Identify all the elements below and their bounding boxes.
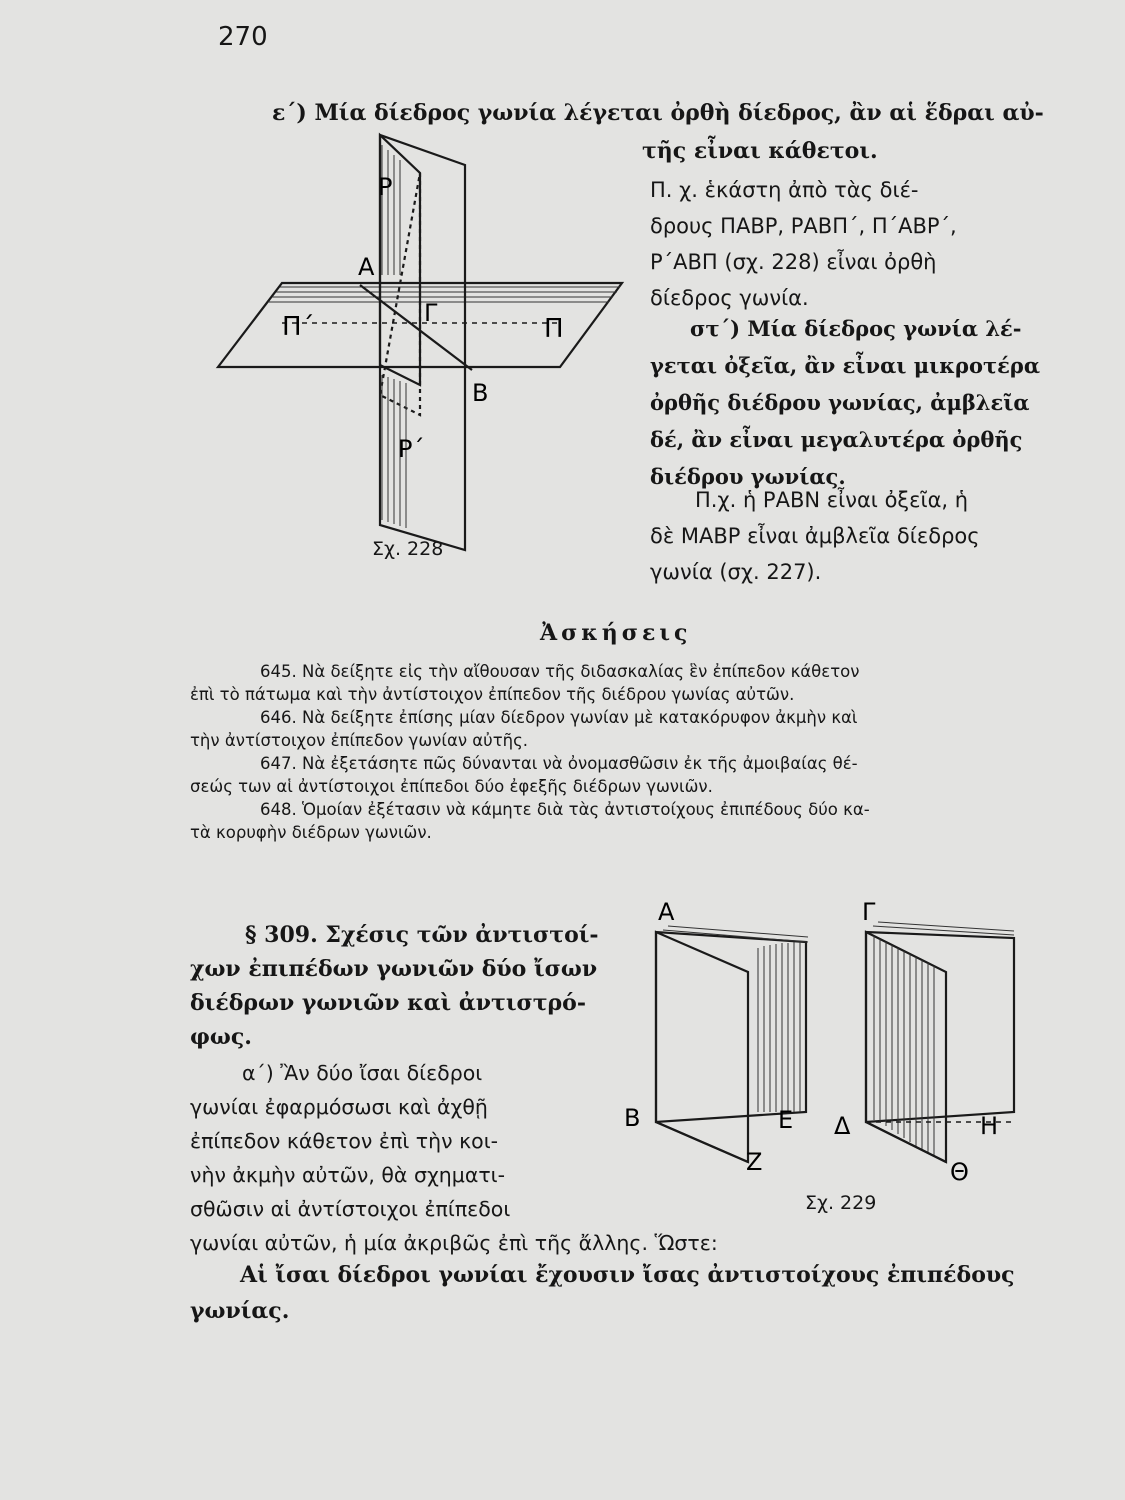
section-309-heading-line: χων ἐπιπέδων γωνιῶν δύο ἴσων — [190, 956, 598, 982]
section-309-body-line: α΄) Ἂν δύο ἴσαι δίεδροι — [242, 1061, 483, 1085]
section-309-body-line: γωνίαι ἐφαρμόσωσι καὶ ἀχθῇ — [190, 1095, 488, 1119]
example-st — [650, 482, 1060, 590]
section-309-heading-line: διέδρων γωνιῶν καὶ ἀντιστρό- — [190, 990, 586, 1016]
example-st-line: Π.χ. ἡ ΡΑΒΝ εἶναι ὀξεῖα, ἡ — [695, 488, 969, 512]
example-e-line: Ρ΄ΑΒΠ (σχ. 228) εἶναι ὀρθὴ — [650, 250, 937, 274]
definition-e-line1: ε΄) Μία δίεδρος γωνία λέγεται ὀρθὴ δίεδρος, ἂν αἱ ἕδραι αὐ- — [272, 100, 1044, 126]
definition-st-line: δέ, ἂν εἶναι μεγαλυτέρα ὀρθῆς — [650, 427, 1023, 452]
label-gamma: Γ — [424, 299, 438, 327]
page-number: 270 — [218, 22, 268, 52]
example-e — [650, 172, 1050, 316]
section-309-body-line: γωνίαι αὐτῶν, ἡ μία ἀκριβῶς ἐπὶ τῆς ἄλλης. Ὥστε: — [190, 1231, 718, 1255]
horizontal-plane-hatching — [268, 287, 620, 302]
example-st-line: δὲ ΜΑΒΡ εἶναι ἀμβλεῖα δίεδρος — [650, 524, 980, 548]
vertical-plane-hatching — [382, 145, 406, 528]
label-rho: Ρ — [378, 173, 393, 201]
label-alpha: Α — [658, 898, 675, 926]
definition-st — [650, 310, 1060, 495]
figure-229 — [618, 890, 1038, 1210]
exercises-list — [190, 660, 1050, 844]
definition-st-line: γεται ὀξεῖα, ἂν εἶναι μικροτέρα — [650, 353, 1040, 378]
exercise-646-line2: τὴν ἀντίστοιχον ἐπίπεδον γωνίαν αὐτῆς. — [190, 731, 529, 750]
left-dihedral-face2 — [656, 932, 806, 1122]
label-theta: Θ — [950, 1158, 969, 1186]
exercise-645-line1: 645. Νὰ δείξητε εἰς τὴν αἴθουσαν τῆς διδασκαλίας ἓν ἐπίπεδον κάθετον — [260, 662, 860, 681]
label-zeta: Ζ — [746, 1148, 763, 1176]
exercises-title: Ἀσκήσεις — [540, 620, 692, 646]
section-309-heading — [190, 918, 630, 1054]
section-309-body-line: νὴν ἀκμὴν αὐτῶν, θὰ σχηματι- — [190, 1163, 506, 1187]
example-e-line: Π. χ. ἑκάστη ἀπὸ τὰς διέ- — [650, 178, 919, 202]
left-dihedral-edge — [656, 1122, 748, 1162]
exercise-648-line2: τὰ κορυφὴν διέδρων γωνιῶν. — [190, 823, 432, 842]
example-e-line: δρους ΠΑΒΡ, ΡΑΒΠ΄, Π΄ΑΒΡ΄, — [650, 214, 957, 238]
definition-st-line: στ΄) Μία δίεδρος γωνία λέ- — [690, 316, 1022, 341]
left-dihedral-hatching — [663, 926, 808, 1112]
label-beta: Β — [624, 1104, 641, 1132]
figure-228 — [210, 125, 650, 565]
definition-st-line: ὀρθῆς διέδρου γωνίας, ἀμβλεῖα — [650, 390, 1030, 415]
edge-ab — [360, 285, 472, 370]
section-309-heading-line: φως. — [190, 1024, 252, 1050]
figure-228-caption: Σχ. 228 — [372, 538, 444, 560]
label-pi: Π — [544, 314, 564, 344]
vertical-plane-front — [380, 135, 465, 550]
section-309-body-line: ἐπίπεδον κάθετον ἐπὶ τὴν κοι- — [190, 1129, 499, 1153]
section-309-conclusion-line2: γωνίας. — [190, 1298, 290, 1324]
exercise-647-line2: σεώς των αἱ ἀντίστοιχοι ἐπίπεδοι δύο ἐφεξῆς διέδρων γωνιῶν. — [190, 777, 713, 796]
label-alpha: Α — [358, 253, 375, 281]
label-pi-prime: Π΄ — [282, 312, 315, 342]
exercise-647-line1: 647. Νὰ ἐξετάσητε πῶς δύνανται νὰ ὀνομασθῶσιν ἐκ τῆς ἀμοιβαίας θέ- — [260, 754, 858, 773]
section-309-conclusion-line1: Αἱ ἴσαι δίεδροι γωνίαι ἔχουσιν ἴσας ἀντιστοίχους ἐπιπέδους — [240, 1262, 1015, 1288]
exercise-645-line2: ἐπὶ τὸ πάτωμα καὶ τὴν ἀντίστοιχον ἐπίπεδον τῆς διέδρου γωνίας αὐτῶν. — [190, 685, 795, 704]
label-eta: Η — [980, 1112, 999, 1140]
definition-st-line: διέδρου γωνίας. — [650, 464, 846, 489]
definition-e-line2: τῆς εἶναι κάθετοι. — [642, 138, 878, 164]
section-309-heading-line: § 309. Σχέσις τῶν ἀντιστοί- — [245, 922, 599, 948]
right-dihedral-face2 — [866, 932, 1014, 1122]
label-gamma: Γ — [862, 898, 876, 926]
section-309-body-line: σθῶσιν αἱ ἀντίστοιχοι ἐπίπεδοι — [190, 1197, 511, 1221]
label-epsilon: Ε — [778, 1106, 794, 1134]
label-beta: Β — [472, 379, 489, 407]
exercise-646-line1: 646. Νὰ δείξητε ἐπίσης μίαν δίεδρον γωνίαν μὲ κατακόρυφον ἀκμὴν καὶ — [260, 708, 858, 727]
label-delta: Δ — [834, 1112, 851, 1140]
example-e-line: δίεδρος γωνία. — [650, 286, 809, 310]
label-rho-prime: Ρ΄ — [398, 435, 425, 463]
exercise-648-line1: 648. Ὁμοίαν ἐξέτασιν νὰ κάμητε διὰ τὰς ἀντιστοίχους ἐπιπέδους δύο κα- — [260, 800, 870, 819]
figure-229-caption: Σχ. 229 — [805, 1192, 877, 1214]
example-st-line: γωνία (σχ. 227). — [650, 560, 822, 584]
